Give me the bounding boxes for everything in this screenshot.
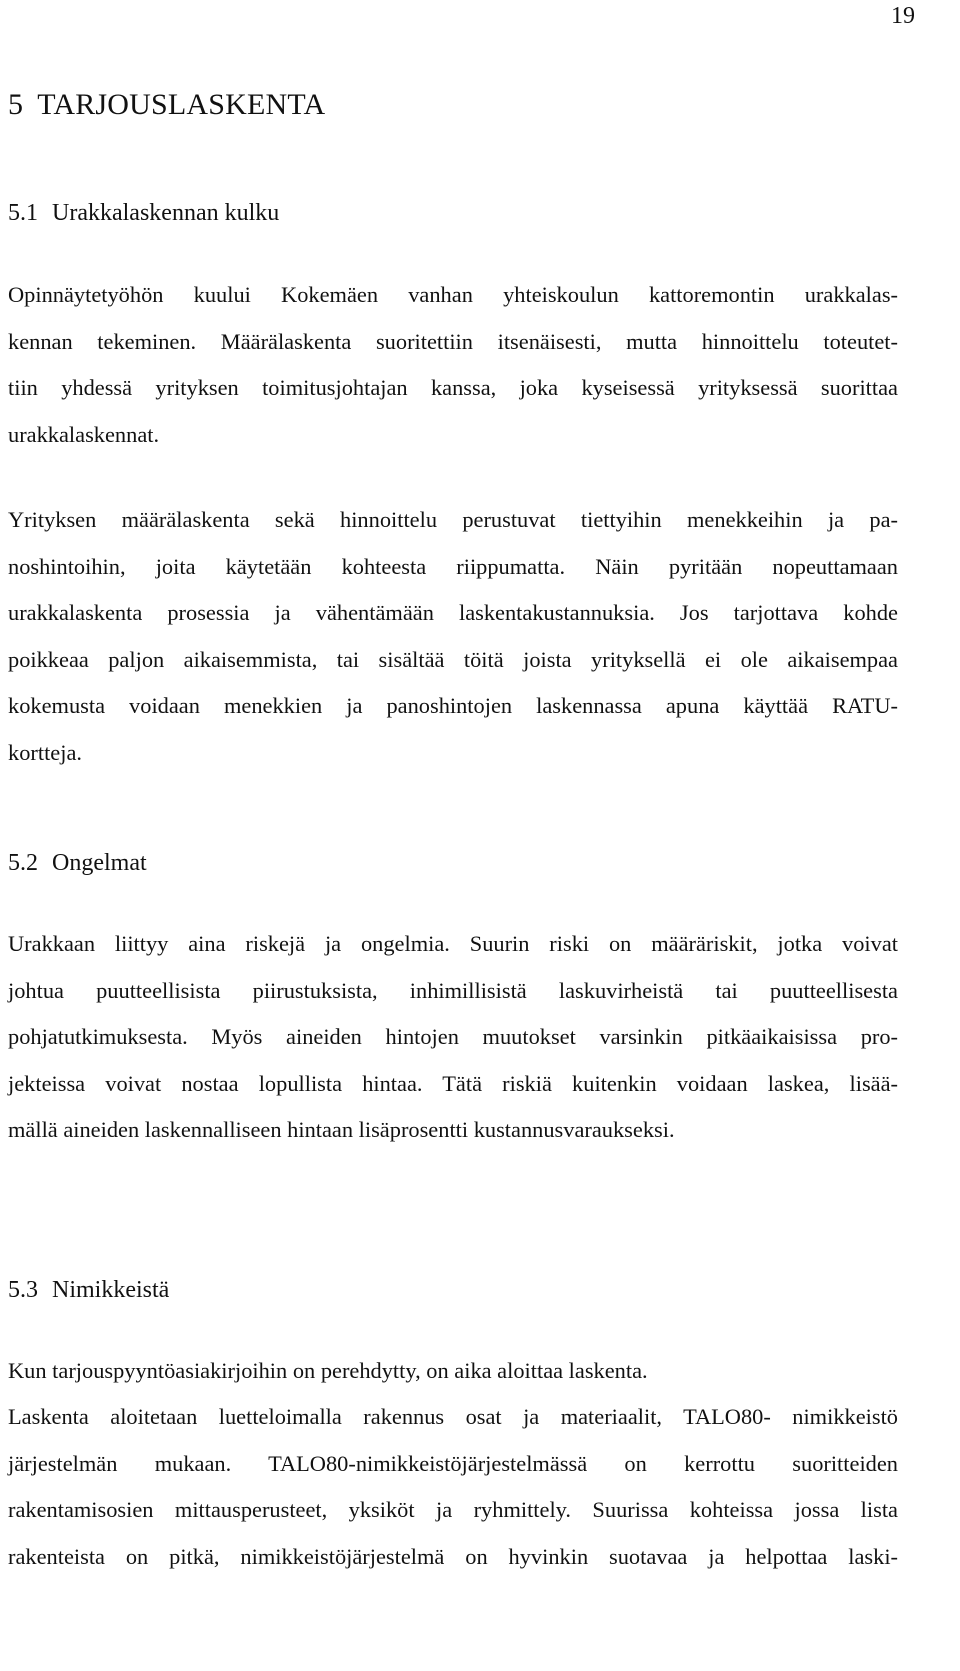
section-title: Urakkalaskennan kulku — [52, 200, 280, 226]
section-title: Ongelmat — [52, 850, 147, 876]
paragraph-5-1-a — [8, 272, 898, 458]
section-heading-5-1 — [8, 196, 279, 230]
text-line: Kun tarjouspyyntöasiakirjoihin on perehdytty, on aika aloittaa laskenta. — [8, 1358, 648, 1383]
text-line: kokemusta voidaan menekkien ja panoshintojen laskennassa apuna käyttää RATU- — [8, 693, 898, 719]
paragraph-5-2 — [8, 921, 898, 1154]
section-number: 5.3 — [8, 1277, 38, 1303]
section-heading-5-2 — [8, 846, 147, 880]
section-number: 5.2 — [8, 850, 38, 876]
section-heading-5-3 — [8, 1273, 169, 1307]
text-line: rakentamisosien mittausperusteet, yksiköt ja ryhmittely. Suurissa kohteissa jossa lista — [8, 1497, 898, 1523]
text-line: pohjatutkimuksesta. Myös aineiden hintojen muutokset varsinkin pitkäaikaisissa pro- — [8, 1024, 898, 1050]
text-line: kortteja. — [8, 739, 82, 765]
chapter-number: 5 — [8, 88, 24, 121]
paragraph-5-1-b — [8, 497, 898, 777]
chapter-title: TARJOUSLASKENTA — [37, 88, 326, 121]
chapter-heading — [8, 85, 325, 125]
text-line: urakkalaskennat. — [8, 421, 160, 447]
text-line: järjestelmän mukaan. TALO80-nimikkeistöjärjestelmässä on kerrottu suoritteiden — [8, 1450, 898, 1476]
text-line: tiin yhdessä yrityksen toimitusjohtajan kanssa, joka kyseisessä yrityksessä suorittaa — [8, 375, 898, 401]
paragraph-5-3-a — [8, 1348, 898, 1395]
text-line: rakenteista on pitkä, nimikkeistöjärjestelmä on hyvinkin suotavaa ja helpottaa laski- — [8, 1543, 898, 1569]
section-title: Nimikkeistä — [52, 1277, 170, 1303]
text-line: mällä aineiden laskennalliseen hintaan lisäprosentti kustannusvaraukseksi. — [8, 1117, 675, 1143]
text-line: Laskenta aloitetaan luetteloimalla rakennus osat ja materiaalit, TALO80- nimikkeistö — [8, 1404, 898, 1429]
paragraph-5-3-b — [8, 1394, 898, 1580]
section-number: 5.1 — [8, 200, 38, 226]
text-line: johtua puutteellisista piirustuksista, inhimillisistä laskuvirheistä tai puutteellisesta — [8, 977, 898, 1003]
text-line: kennan tekeminen. Määrälaskenta suoritettiin itsenäisesti, mutta hinnoittelu toteutet- — [8, 328, 898, 354]
text-line: poikkeaa paljon aikaisemmista, tai sisältää töitä joista yrityksellä ei ole aikaisempaa — [8, 646, 898, 672]
text-line: Yrityksen määrälaskenta sekä hinnoittelu perustuvat tiettyihin menekkeihin ja pa- — [8, 507, 898, 532]
text-line: Opinnäytetyöhön kuului Kokemäen vanhan yhteiskoulun kattoremontin urakkalas- — [8, 282, 898, 307]
page-number: 19 — [891, 3, 915, 29]
text-line: Urakkaan liittyy aina riskejä ja ongelmia. Suurin riski on määräriskit, jotka voivat — [8, 931, 898, 956]
text-line: urakkalaskenta prosessia ja vähentämään laskentakustannuksia. Jos tarjottava kohde — [8, 600, 898, 626]
text-line: noshintoihin, joita käytetään kohteesta riippumatta. Näin pyritään nopeuttamaan — [8, 553, 898, 579]
text-line: jekteissa voivat nostaa lopullista hintaa. Tätä riskiä kuitenkin voidaan laskea, lisää- — [8, 1070, 898, 1096]
